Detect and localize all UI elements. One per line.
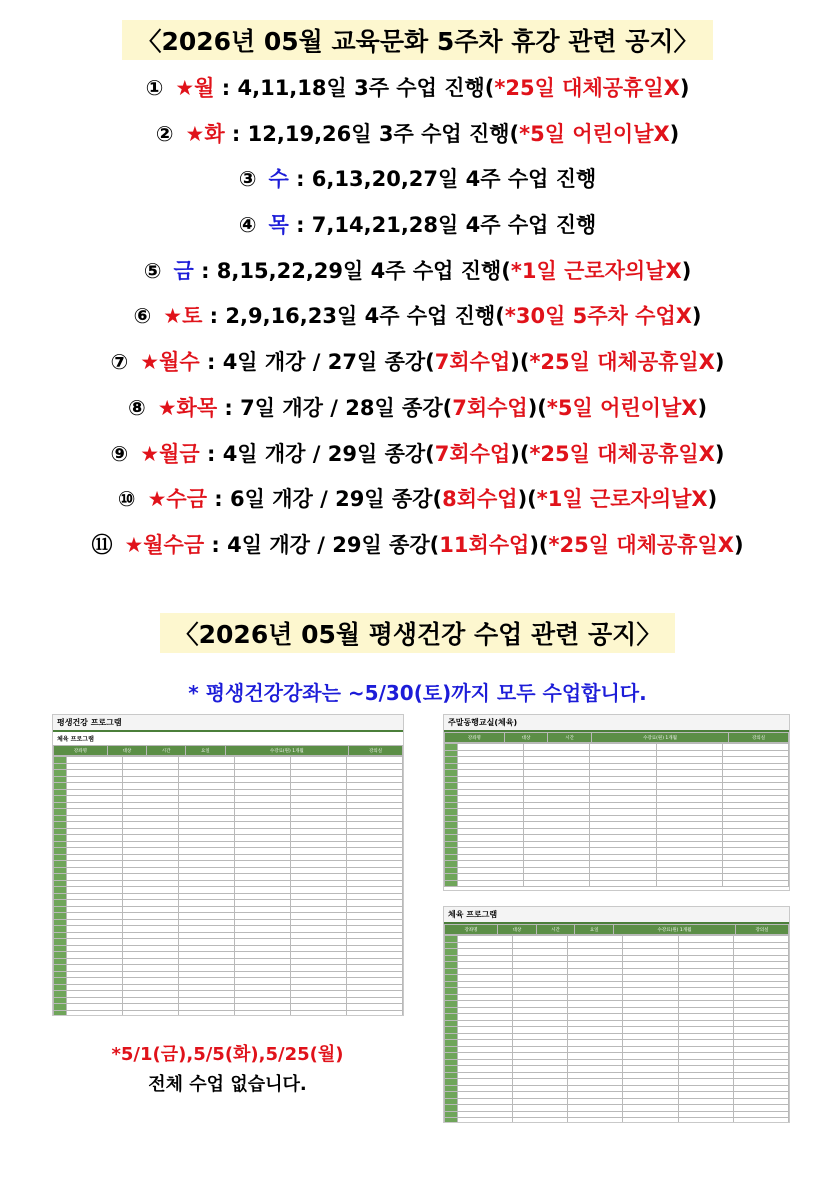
row-schedule: : 6일 개강 / 29일 종강( <box>206 487 443 512</box>
column-header: 강의실 <box>729 733 789 743</box>
column-header: 수강료(원) 1개월 <box>614 925 736 935</box>
table-cell <box>458 880 524 887</box>
table-cell <box>623 1118 678 1124</box>
row-close: ) <box>679 76 690 100</box>
row-close: ) <box>714 441 725 466</box>
row-close: ) <box>697 395 708 420</box>
closure-row <box>0 66 835 112</box>
row-number: ⑨ <box>110 441 129 466</box>
column-header: 요일 <box>186 746 225 756</box>
weekend-program-table-image <box>443 714 790 891</box>
row-holiday-note: *25일 대체공휴일X <box>529 350 715 375</box>
table-cell <box>733 1118 788 1124</box>
closure-row <box>0 203 835 249</box>
no-class-dates: *5/1(금),5/5(화),5/25(월) <box>111 1044 344 1065</box>
row-holiday-note: *25일 대체공휴일X <box>494 76 680 100</box>
row-session-count: 8회수업 <box>442 487 518 512</box>
closure-row <box>0 523 835 569</box>
sheet-left-subheader: 체육 프로그램 <box>57 736 94 743</box>
row-separator: )( <box>527 395 547 420</box>
column-header: 시간 <box>548 733 592 743</box>
row-separator: )( <box>529 532 549 557</box>
row-session-count: 7회수업 <box>434 350 511 375</box>
table-cell <box>656 880 722 887</box>
row-number: ② <box>155 121 174 146</box>
table-cell <box>347 1010 403 1016</box>
closure-list <box>0 66 835 569</box>
row-close: ) <box>707 487 718 512</box>
closure-row <box>0 112 835 158</box>
row-day: 목 <box>268 213 289 238</box>
row-holiday-note: *25일 대체공휴일X <box>548 532 734 557</box>
table-cell <box>678 1118 733 1124</box>
row-holiday-note: *25일 대체공휴일X <box>529 441 715 466</box>
sheet-right-top-table <box>444 732 789 743</box>
row-schedule: : 4일 개강 / 27일 종강( <box>199 350 435 375</box>
row-schedule: : 12,19,26일 3주 수업 진행( <box>224 121 520 146</box>
row-schedule: : 8,15,22,29일 4주 수업 진행( <box>193 258 511 283</box>
column-header: 강좌명 <box>54 746 108 756</box>
row-number: ⑧ <box>127 395 146 420</box>
sheet-left-header: 평생건강 프로그램 <box>53 715 403 732</box>
sheet-right-bottom-body <box>444 935 789 1123</box>
row-number: ④ <box>238 213 257 238</box>
row-close: ) <box>714 350 725 375</box>
closure-row <box>0 477 835 523</box>
table-cell <box>590 880 656 887</box>
column-header: 강의실 <box>349 746 403 756</box>
grid-lines <box>53 756 403 1016</box>
table-cell <box>235 1010 291 1016</box>
health-program-table-image <box>52 714 404 1016</box>
table-cell <box>67 1010 123 1016</box>
column-header: 시간 <box>147 746 186 756</box>
row-schedule: : 7일 개강 / 28일 종강( <box>217 395 453 420</box>
notice-title-1 <box>0 20 835 60</box>
closure-row <box>0 386 835 432</box>
table-cell <box>179 1010 235 1016</box>
table-row <box>445 1118 789 1124</box>
table-cell <box>513 1118 568 1124</box>
row-day: ★월 <box>175 76 215 100</box>
table-cell <box>458 1118 513 1124</box>
closure-row <box>0 157 835 203</box>
row-schedule: : 4,11,18일 3주 수업 진행( <box>214 76 495 100</box>
row-day: ★화 <box>185 121 225 146</box>
row-schedule: : 7,14,21,28일 4주 수업 진행 <box>288 213 597 238</box>
closure-row <box>0 432 835 478</box>
table-cell <box>123 1010 179 1016</box>
closure-row <box>0 294 835 340</box>
table-cell <box>291 1010 347 1016</box>
row-schedule: : 6,13,20,27일 4주 수업 진행 <box>288 167 597 192</box>
row-number: ⑩ <box>117 487 136 512</box>
row-session-count: 7회수업 <box>452 395 528 420</box>
row-day: ★월수금 <box>124 532 205 557</box>
row-day: ★화목 <box>157 395 218 420</box>
table-row <box>54 1010 403 1016</box>
table-cell <box>524 880 590 887</box>
notice-title-2 <box>0 613 835 653</box>
column-header: 수강료(원) 1개월 <box>591 733 728 743</box>
column-header: 시간 <box>536 925 575 935</box>
sheet-right-bottom-table <box>444 924 789 935</box>
row-close: ) <box>733 532 744 557</box>
row-holiday-note: *5일 어린이날X <box>546 395 698 420</box>
row-close: ) <box>691 304 702 329</box>
row-day: ★월수 <box>140 350 200 375</box>
column-header: 대상 <box>504 733 548 743</box>
column-header: 강좌명 <box>445 733 505 743</box>
row-close: ) <box>681 258 692 283</box>
column-header: 강의실 <box>735 925 788 935</box>
sheet-right-bottom-header: 체육 프로그램 <box>444 907 789 924</box>
row-day: ★월금 <box>140 441 200 466</box>
row-separator: )( <box>510 350 530 375</box>
table-row <box>445 880 789 887</box>
column-header: 대상 <box>498 925 537 935</box>
row-session-count: 11회수업 <box>439 532 530 557</box>
row-number: ① <box>145 76 164 100</box>
column-header: 강좌명 <box>445 925 498 935</box>
grid-lines <box>444 743 789 887</box>
row-holiday-note: *1일 근로자의날X <box>536 487 708 512</box>
grid-lines <box>444 935 789 1123</box>
closure-row <box>0 340 835 386</box>
row-schedule: : 2,9,16,23일 4주 수업 진행( <box>202 304 505 329</box>
row-session-count: 7회수업 <box>434 441 511 466</box>
column-header: 대상 <box>107 746 146 756</box>
table-cell <box>445 880 458 887</box>
row-number: ⑤ <box>143 258 162 283</box>
row-number: ⑥ <box>133 304 152 329</box>
row-day: ★토 <box>163 304 203 329</box>
row-number: ⑦ <box>110 350 129 375</box>
row-schedule: : 4일 개강 / 29일 종강( <box>199 441 435 466</box>
row-number: ③ <box>238 167 257 192</box>
column-header: 수강료(원) 1개월 <box>225 746 349 756</box>
closure-row <box>0 249 835 295</box>
sheet-left-table <box>53 745 403 756</box>
youth-program-table-image <box>443 906 790 1123</box>
row-schedule: : 4일 개강 / 29일 종강( <box>204 532 440 557</box>
row-holiday-note: *1일 근로자의날X <box>510 258 682 283</box>
notice-title-1-text: 〈2026년 05월 교육문화 5주차 휴강 관련 공지〉 <box>122 20 712 60</box>
table-cell <box>722 880 788 887</box>
health-class-note: * 평생건강강좌는 ~5/30(토)까지 모두 수업합니다. <box>188 681 647 705</box>
row-holiday-note: *30일 5주차 수업X <box>504 304 692 329</box>
row-day: 수 <box>268 167 289 192</box>
sheet-right-top-header: 주말동행교실(체육) <box>444 715 789 732</box>
sheet-right-top-body <box>444 743 789 887</box>
table-cell <box>568 1118 623 1124</box>
row-holiday-note: *5일 어린이날X <box>519 121 670 146</box>
row-day: ★수금 <box>147 487 207 512</box>
no-class-text: 전체 수업 없습니다. <box>148 1074 307 1095</box>
notice-title-2-text: 〈2026년 05월 평생건강 수업 관련 공지〉 <box>160 613 676 653</box>
table-cell <box>445 1118 458 1124</box>
row-day: 금 <box>173 258 194 283</box>
row-separator: )( <box>517 487 537 512</box>
row-number: ⑪ <box>91 532 113 557</box>
row-separator: )( <box>510 441 530 466</box>
column-header: 요일 <box>575 925 614 935</box>
no-class-note <box>40 1040 415 1100</box>
sheet-left-body <box>53 756 403 1016</box>
table-cell <box>54 1010 67 1016</box>
row-close: ) <box>669 121 680 146</box>
